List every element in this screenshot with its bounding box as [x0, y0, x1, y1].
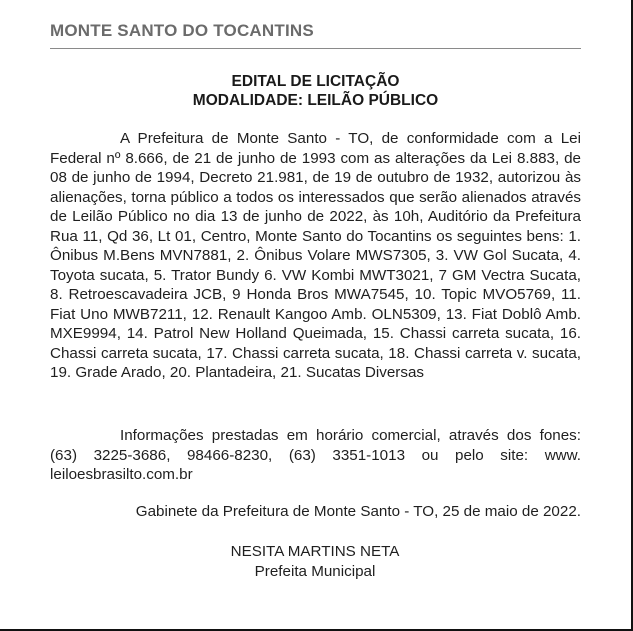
signer-role: Prefeita Municipal	[254, 563, 376, 580]
notice-paragraph-2: Informações prestadas em horário comercial, através dos fones: (63) 3225-3686, 98466-8230, (63) 3351-1013 ou pelo site: www. leiloesbrasilto.com.br	[50, 427, 581, 483]
notice-contact	[50, 426, 581, 485]
header-title: MONTE SANTO DO TOCANTINS	[50, 21, 314, 40]
signer-name: NESITA MARTINS NETA	[230, 543, 400, 560]
notice-titles	[50, 72, 581, 110]
notice-subtitle: MODALIDADE: LEILÃO PÚBLICO	[192, 92, 439, 109]
notice-paragraph-1: A Prefeitura de Monte Santo - TO, de conformidade com a Lei Federal nº 8.666, de 21 de junho de 1993 com as alterações da Lei 8.883, de 08 de junho de 1994, Decreto 21.981, de 19 de outubro de 1932, autorizou às alienações, torna público a todos os interessados que serão alienados através de Leilão Público no dia 13 de junho de 2022, às 10h, Auditório da Prefeitura Rua 11, Qd 36, Lt 01, Centro, Monte Santo do Tocantins os seguintes bens: 1. Ônibus M.Bens MVN7881, 2. Ônibus Volare MWS7305, 3. VW Gol Sucata, 4. Toyota sucata, 5. Trator Bundy 6. VW Kombi MWT3021, 7 GM Vectra Sucata, 8. Retroescavadeira JCB, 9 Honda Bros MWA7545, 10. Topic MVO5769, 11. Fiat Uno MWB7211, 12. Renault Kangoo Amb. OLN5309, 13. Fiat Doblô Amb. MXE9994, 14. Patrol New Holland Queimada, 15. Chassi carreta sucata, 16. Chassi carreta sucata, 17. Chassi carreta sucata, 18. Chassi carreta v. sucata, 19. Grade Arado, 20. Plantadeira, 21. Sucatas Diversas	[50, 130, 581, 381]
notice-date-line: Gabinete da Prefeitura de Monte Santo - TO, 25 de maio de 2022.	[135, 503, 581, 520]
notice-title: EDITAL DE LICITAÇÃO	[231, 73, 400, 90]
page-header	[50, 20, 581, 49]
notice-body	[50, 129, 581, 383]
signature-block	[215, 542, 415, 582]
